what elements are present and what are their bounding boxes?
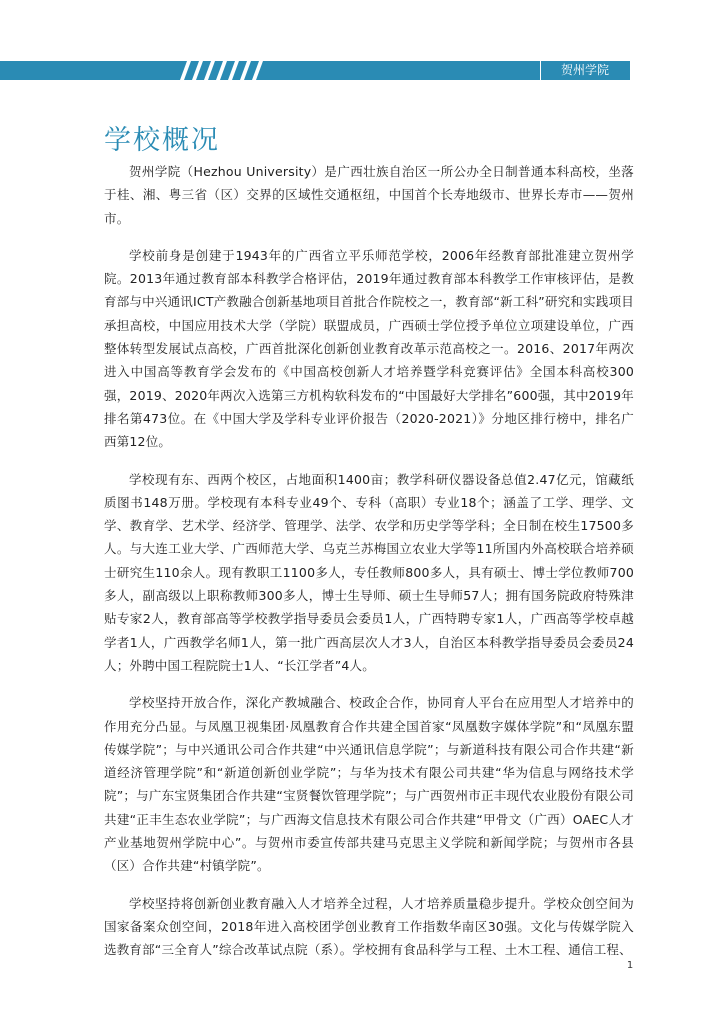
header-school-name: 贺州学院 (540, 61, 630, 80)
header-band (0, 61, 630, 80)
paragraph-facilities: 学校现有东、西两个校区，占地面积1400亩；教学科研仪器设备总值2.47亿元，馆藏纸质图书148万册。学校现有本科专业49个、专科（高职）专业18个；涵盖了工学、理学、文学、教育学、艺术学、经济学、管理学、法学、农学和历史学等学科；全日制在校生17500多人。与大连工业大学、广西师范大学、乌克兰苏梅国立农业大学等11所国内外高校联合培养硕士研究生110余人。现有教职工1100多人，专任教师800多人，具有硕士、博士学位教师700多人，副高级以上职称教师300多人，博士生导师、硕士生导师57人；拥有国务院政府特殊津贴专家2人，教育部高等学校教学指导委员会委员1人，广西特聘专家1人，广西高等学校卓越学者1人，广西教学名师1人，第一批广西高层次人才3人，自治区本科教学指导委员会委员24人；外聘中国工程院院士1人、“长江学者”4人。 (104, 471, 634, 673)
body-text (104, 160, 634, 976)
paragraph-intro: 贺州学院（Hezhou University）是广西壮族自治区一所公办全日制普通本科高校，坐落于桂、湘、粤三省（区）交界的区域性交通枢纽，中国首个长寿地级市、世界长寿市——贺州市。 (104, 164, 634, 226)
paragraph-cooperation: 学校坚持开放合作，深化产教城融合、校政企合作，协同育人平台在应用型人才培养中的作用充分凸显。与凤凰卫视集团·凤凰教育合作共建全国首家“凤凰数字媒体学院”和“凤凰东盟传媒学院”；与中兴通讯公司合作共建“中兴通讯信息学院”；与新道科技有限公司合作共建“新道经济管理学院”和“新道创新创业学院”；与华为技术有限公司共建“华为信息与网络技术学院”；与广东宝贤集团合作共建“宝贤餐饮管理学院”；与广西贺州市正丰现代农业股份有限公司共建“正丰生态农业学院”；与广西海文信息技术有限公司合作共建“甲骨文（广西）OAEC人才产业基地贺州学院中心”。与贺州市委宣传部共建马克思主义学院和新闻学院；与贺州市各县（区）合作共建“村镇学院”。 (104, 695, 634, 874)
page-number: 1 (626, 960, 634, 971)
paragraph-history: 学校前身是创建于1943年的广西省立平乐师范学校，2006年经教育部批准建立贺州学院。2013年通过教育部本科教学合格评估，2019年通过教育部本科教学工作审核评估，是教育部与中兴通讯ICT产教融合创新基地项目首批合作院校之一，教育部“新工科”研究和实践项目承担高校，中国应用技术大学（学院）联盟成员，广西硕士学位授予单位立项建设单位，广西整体转型发展试点高校，广西首批深化创新创业教育改革示范高校之一。2016、2017年两次进入中国高等教育学会发布的《中国高校创新人才培养暨学科竞赛评估》全国本科高校300强，2019、2020年两次入选第三方机构软科发布的“中国最好大学排名”600强，其中2019年排名第473位。在《中国大学及学科专业评价报告（2020-2021）》分地区排行榜中，排名广西第12位。 (104, 247, 634, 450)
page-title: 学校概况 (104, 125, 220, 156)
header-stripes-decoration (176, 61, 266, 80)
paragraph-innovation: 学校坚持将创新创业教育融入人才培养全过程，人才培养质量稳步提升。学校众创空间为国家备案众创空间，2018年进入高校团学创业教育工作指数华南区30强。文化与传媒学院入选教育部“三全育人”综合改革试点院（系）。学校拥有食品科学与工程、土木工程、通信工程、 (104, 895, 634, 958)
